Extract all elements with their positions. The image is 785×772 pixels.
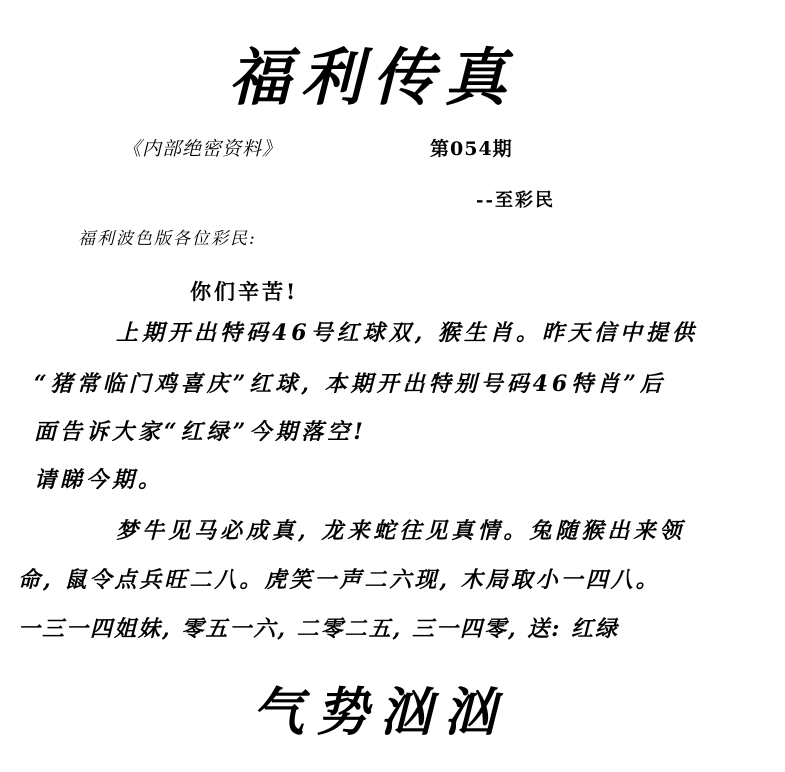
body-line-1: 上期开出特码46号红球双, 猴生肖。昨天信中提供 xyxy=(116,320,698,346)
document-subtitle: 《内部绝密资料》 xyxy=(122,138,283,160)
greeting: 你们辛苦! xyxy=(190,279,299,304)
body-line-5: 梦牛见马必成真, 龙来蛇往见真情。兔随猴出来领 xyxy=(116,518,686,544)
body-line-3: 面告诉大家“红绿”今期落空! xyxy=(34,419,367,445)
closing-slogan: 气势汹汹 xyxy=(251,682,508,743)
body-line-2: “猪常临门鸡喜庆”红球, 本期开出特别号码46特肖”后 xyxy=(34,371,666,397)
body-line-4: 请睇今期。 xyxy=(34,467,165,493)
sender-line: --至彩民 xyxy=(476,190,555,211)
salutation: 福利波色版各位彩民: xyxy=(78,229,257,249)
body-line-7: 一三一四姐妹, 零五一六, 二零二五, 三一四零, 送: 红绿 xyxy=(18,616,620,642)
body-line-6: 命, 鼠令点兵旺二八。虎笑一声二六现, 木局取小一四八。 xyxy=(18,567,661,593)
page-title: 福利传真 xyxy=(228,41,517,114)
issue-number: 第054期 xyxy=(430,138,513,160)
